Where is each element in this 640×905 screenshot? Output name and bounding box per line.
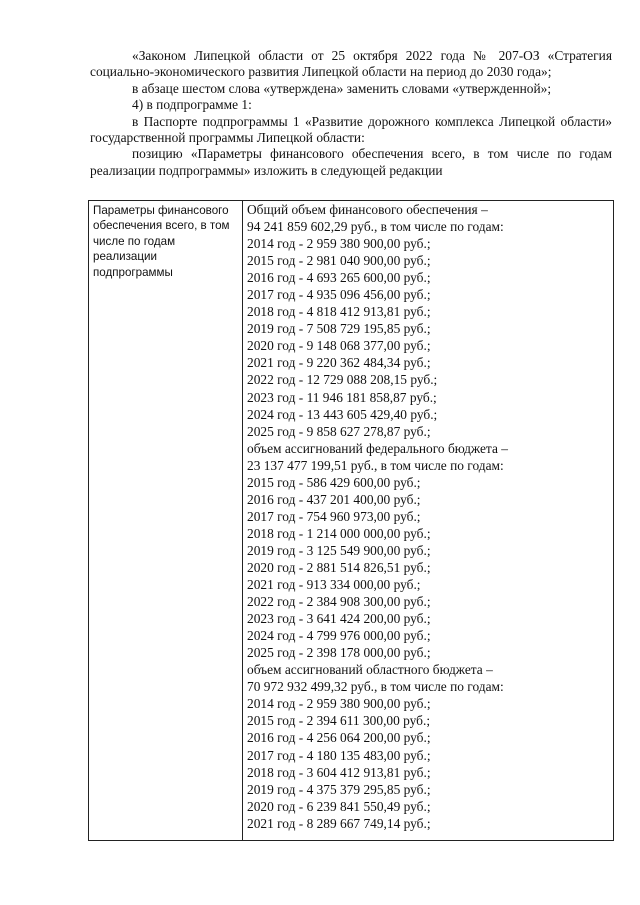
- financing-line: 2025 год - 9 858 627 278,87 руб.;: [247, 423, 431, 439]
- financing-line: 2021 год - 8 289 667 749,14 руб.;: [247, 815, 431, 831]
- financing-line: 2017 год - 754 960 973,00 руб.;: [247, 508, 421, 524]
- financing-line: 2015 год - 2 394 611 300,00 руб.;: [247, 713, 431, 729]
- financing-line: 2016 год - 4 256 064 200,00 руб.;: [247, 730, 431, 746]
- financing-line: Общий объем финансового обеспечения –: [247, 202, 488, 217]
- financing-line: 2020 год - 2 881 514 826,51 руб.;: [247, 559, 431, 575]
- paragraph-paragraph-six: в абзаце шестом слова «утверждена» заменить словами «утвержденной»;: [132, 80, 552, 96]
- financing-line: 2019 год - 3 125 549 900,00 руб.;: [247, 542, 431, 558]
- financing-line: 2019 год - 4 375 379 295,85 руб.;: [247, 781, 431, 797]
- amendment-text: [90, 48, 612, 179]
- financing-line: 70 972 932 499,32 руб., в том числе по годам:: [247, 679, 504, 695]
- financing-line: 2014 год - 2 959 380 900,00 руб.;: [247, 696, 431, 712]
- financing-line: 2014 год - 2 959 380 900,00 руб.;: [247, 236, 431, 252]
- financing-table: [88, 200, 614, 841]
- financing-line: объем ассигнований федерального бюджета –: [247, 440, 508, 456]
- financing-line: 94 241 859 602,29 руб., в том числе по годам:: [247, 219, 504, 235]
- paragraph-law-reference: «Законом Липецкой области от 25 октября 2022 года № 207-ОЗ «Стратегия социально-экономического развития Липецкой области на период до 2030 года»;: [90, 48, 612, 80]
- financing-line: 23 137 477 199,51 руб., в том числе по годам:: [247, 457, 504, 473]
- table-label-cell: Параметры финансового обеспечения всего, в том числе по годам реализации подпрограммы: [89, 201, 243, 840]
- financing-line: 2016 год - 437 201 400,00 руб.;: [247, 491, 421, 507]
- financing-line: 2016 год - 4 693 265 600,00 руб.;: [247, 270, 431, 286]
- financing-line: 2022 год - 2 384 908 300,00 руб.;: [247, 594, 431, 610]
- financing-line: объем ассигнований областного бюджета –: [247, 662, 493, 678]
- paragraph-position: позицию «Параметры финансового обеспечения всего, в том числе по годам реализации подпрограммы» изложить в следующей редакции: [90, 146, 612, 178]
- financing-line: 2024 год - 4 799 976 000,00 руб.;: [247, 628, 431, 644]
- table-value-cell: [243, 201, 613, 840]
- paragraph-passport: в Паспорте подпрограммы 1 «Развитие дорожного комплекса Липецкой области» государственной программы Липецкой области:: [90, 113, 612, 146]
- financing-line: 2018 год - 4 818 412 913,81 руб.;: [247, 304, 431, 320]
- financing-line: 2017 год - 4 180 135 483,00 руб.;: [247, 747, 431, 763]
- financing-line: 2023 год - 11 946 181 858,87 руб.;: [247, 389, 437, 405]
- financing-line: 2018 год - 3 604 412 913,81 руб.;: [247, 764, 431, 780]
- financing-line: 2015 год - 586 429 600,00 руб.;: [247, 474, 421, 490]
- financing-line: 2017 год - 4 935 096 456,00 руб.;: [247, 287, 431, 303]
- paragraph-subprogram-item: 4) в подпрограмме 1:: [132, 97, 252, 113]
- financing-line: 2018 год - 1 214 000 000,00 руб.;: [247, 525, 431, 541]
- financing-line: 2021 год - 9 220 362 484,34 руб.;: [247, 355, 431, 371]
- financing-line: 2022 год - 12 729 088 208,15 руб.;: [247, 372, 438, 388]
- financing-line: 2021 год - 913 334 000,00 руб.;: [247, 577, 421, 593]
- financing-line: 2020 год - 9 148 068 377,00 руб.;: [247, 338, 431, 354]
- financing-line: 2019 год - 7 508 729 195,85 руб.;: [247, 321, 431, 337]
- financing-line: 2015 год - 2 981 040 900,00 руб.;: [247, 253, 431, 269]
- financing-line: 2025 год - 2 398 178 000,00 руб.;: [247, 645, 431, 661]
- financing-line: 2024 год - 13 443 605 429,40 руб.;: [247, 406, 438, 422]
- financing-line: 2023 год - 3 641 424 200,00 руб.;: [247, 611, 431, 627]
- financing-line: 2020 год - 6 239 841 550,49 руб.;: [247, 798, 431, 814]
